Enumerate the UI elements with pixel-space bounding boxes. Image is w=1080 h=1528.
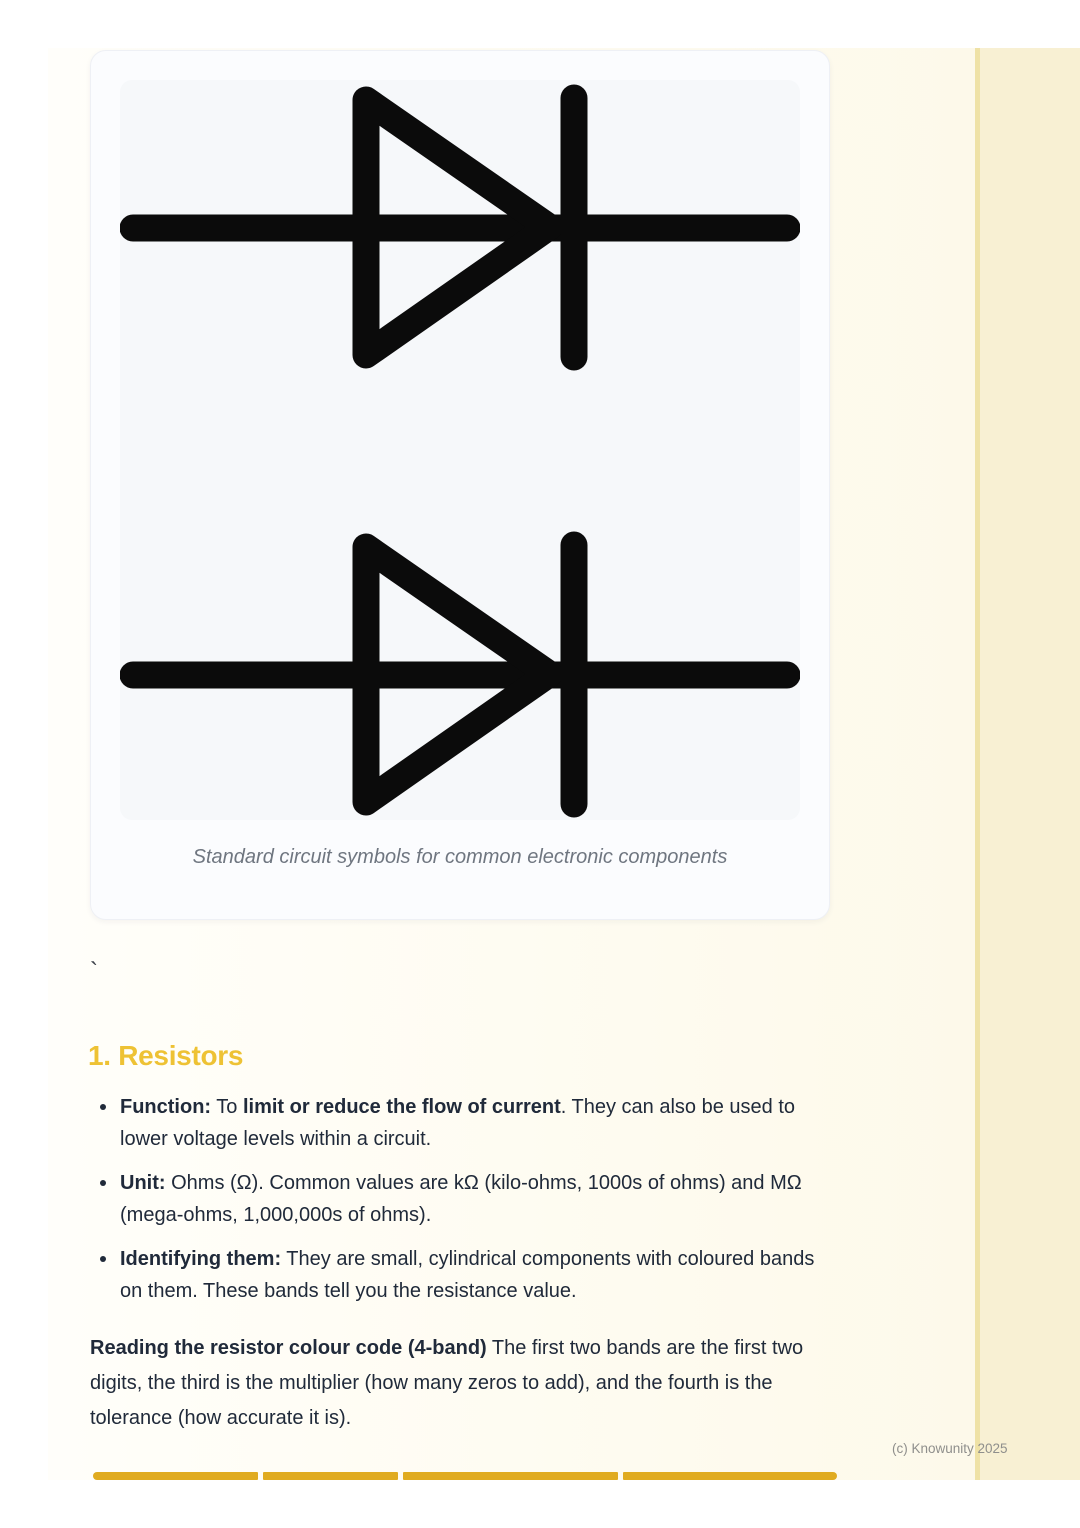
bullet-dot [100, 1256, 106, 1262]
list-item [100, 1091, 832, 1155]
diode-symbol-top [133, 98, 787, 357]
table-top-border-segment [93, 1472, 258, 1480]
table-top-border-segment [623, 1472, 837, 1480]
bullet-text-unit: Unit: Ohms (Ω). Common values are kΩ (kilo-ohms, 1000s of ohms) and MΩ (mega-ohms, 1,000,000s of ohms). [120, 1172, 802, 1226]
circuit-symbols-image [120, 80, 800, 820]
section-heading-resistors: 1. Resistors [88, 1040, 244, 1071]
list-item [100, 1243, 832, 1307]
colour-code-paragraph: Reading the resistor colour code (4-band) The first two bands are the first two digits, the third is the multiplier (how many zeros to add), and the fourth is the tolerance (how accurate it is). [90, 1337, 804, 1429]
stray-backtick-char: ` [90, 958, 98, 985]
diode-symbols-drawing [120, 80, 800, 820]
bullet-text-identifying: Identifying them: They are small, cylindrical components with coloured bands on them. These bands tell you the resistance value. [120, 1248, 815, 1302]
table-top-border-segment [263, 1472, 398, 1480]
bullet-dot [100, 1104, 106, 1110]
page-side-panel [980, 48, 1080, 1480]
bullet-dot [100, 1180, 106, 1186]
copyright-watermark: (c) Knowunity 2025 [892, 1441, 1008, 1456]
table-top-border-segment [403, 1472, 618, 1480]
bullet-text-function: Function: To limit or reduce the flow of current. They can also be used to lower voltage levels within a circuit. [120, 1096, 796, 1150]
diode-symbol-bottom [133, 545, 787, 804]
figure-caption: Standard circuit symbols for common electronic components [192, 846, 728, 868]
list-item [100, 1167, 832, 1231]
resistor-bullet-list [100, 1091, 832, 1307]
figure-card [90, 50, 830, 920]
